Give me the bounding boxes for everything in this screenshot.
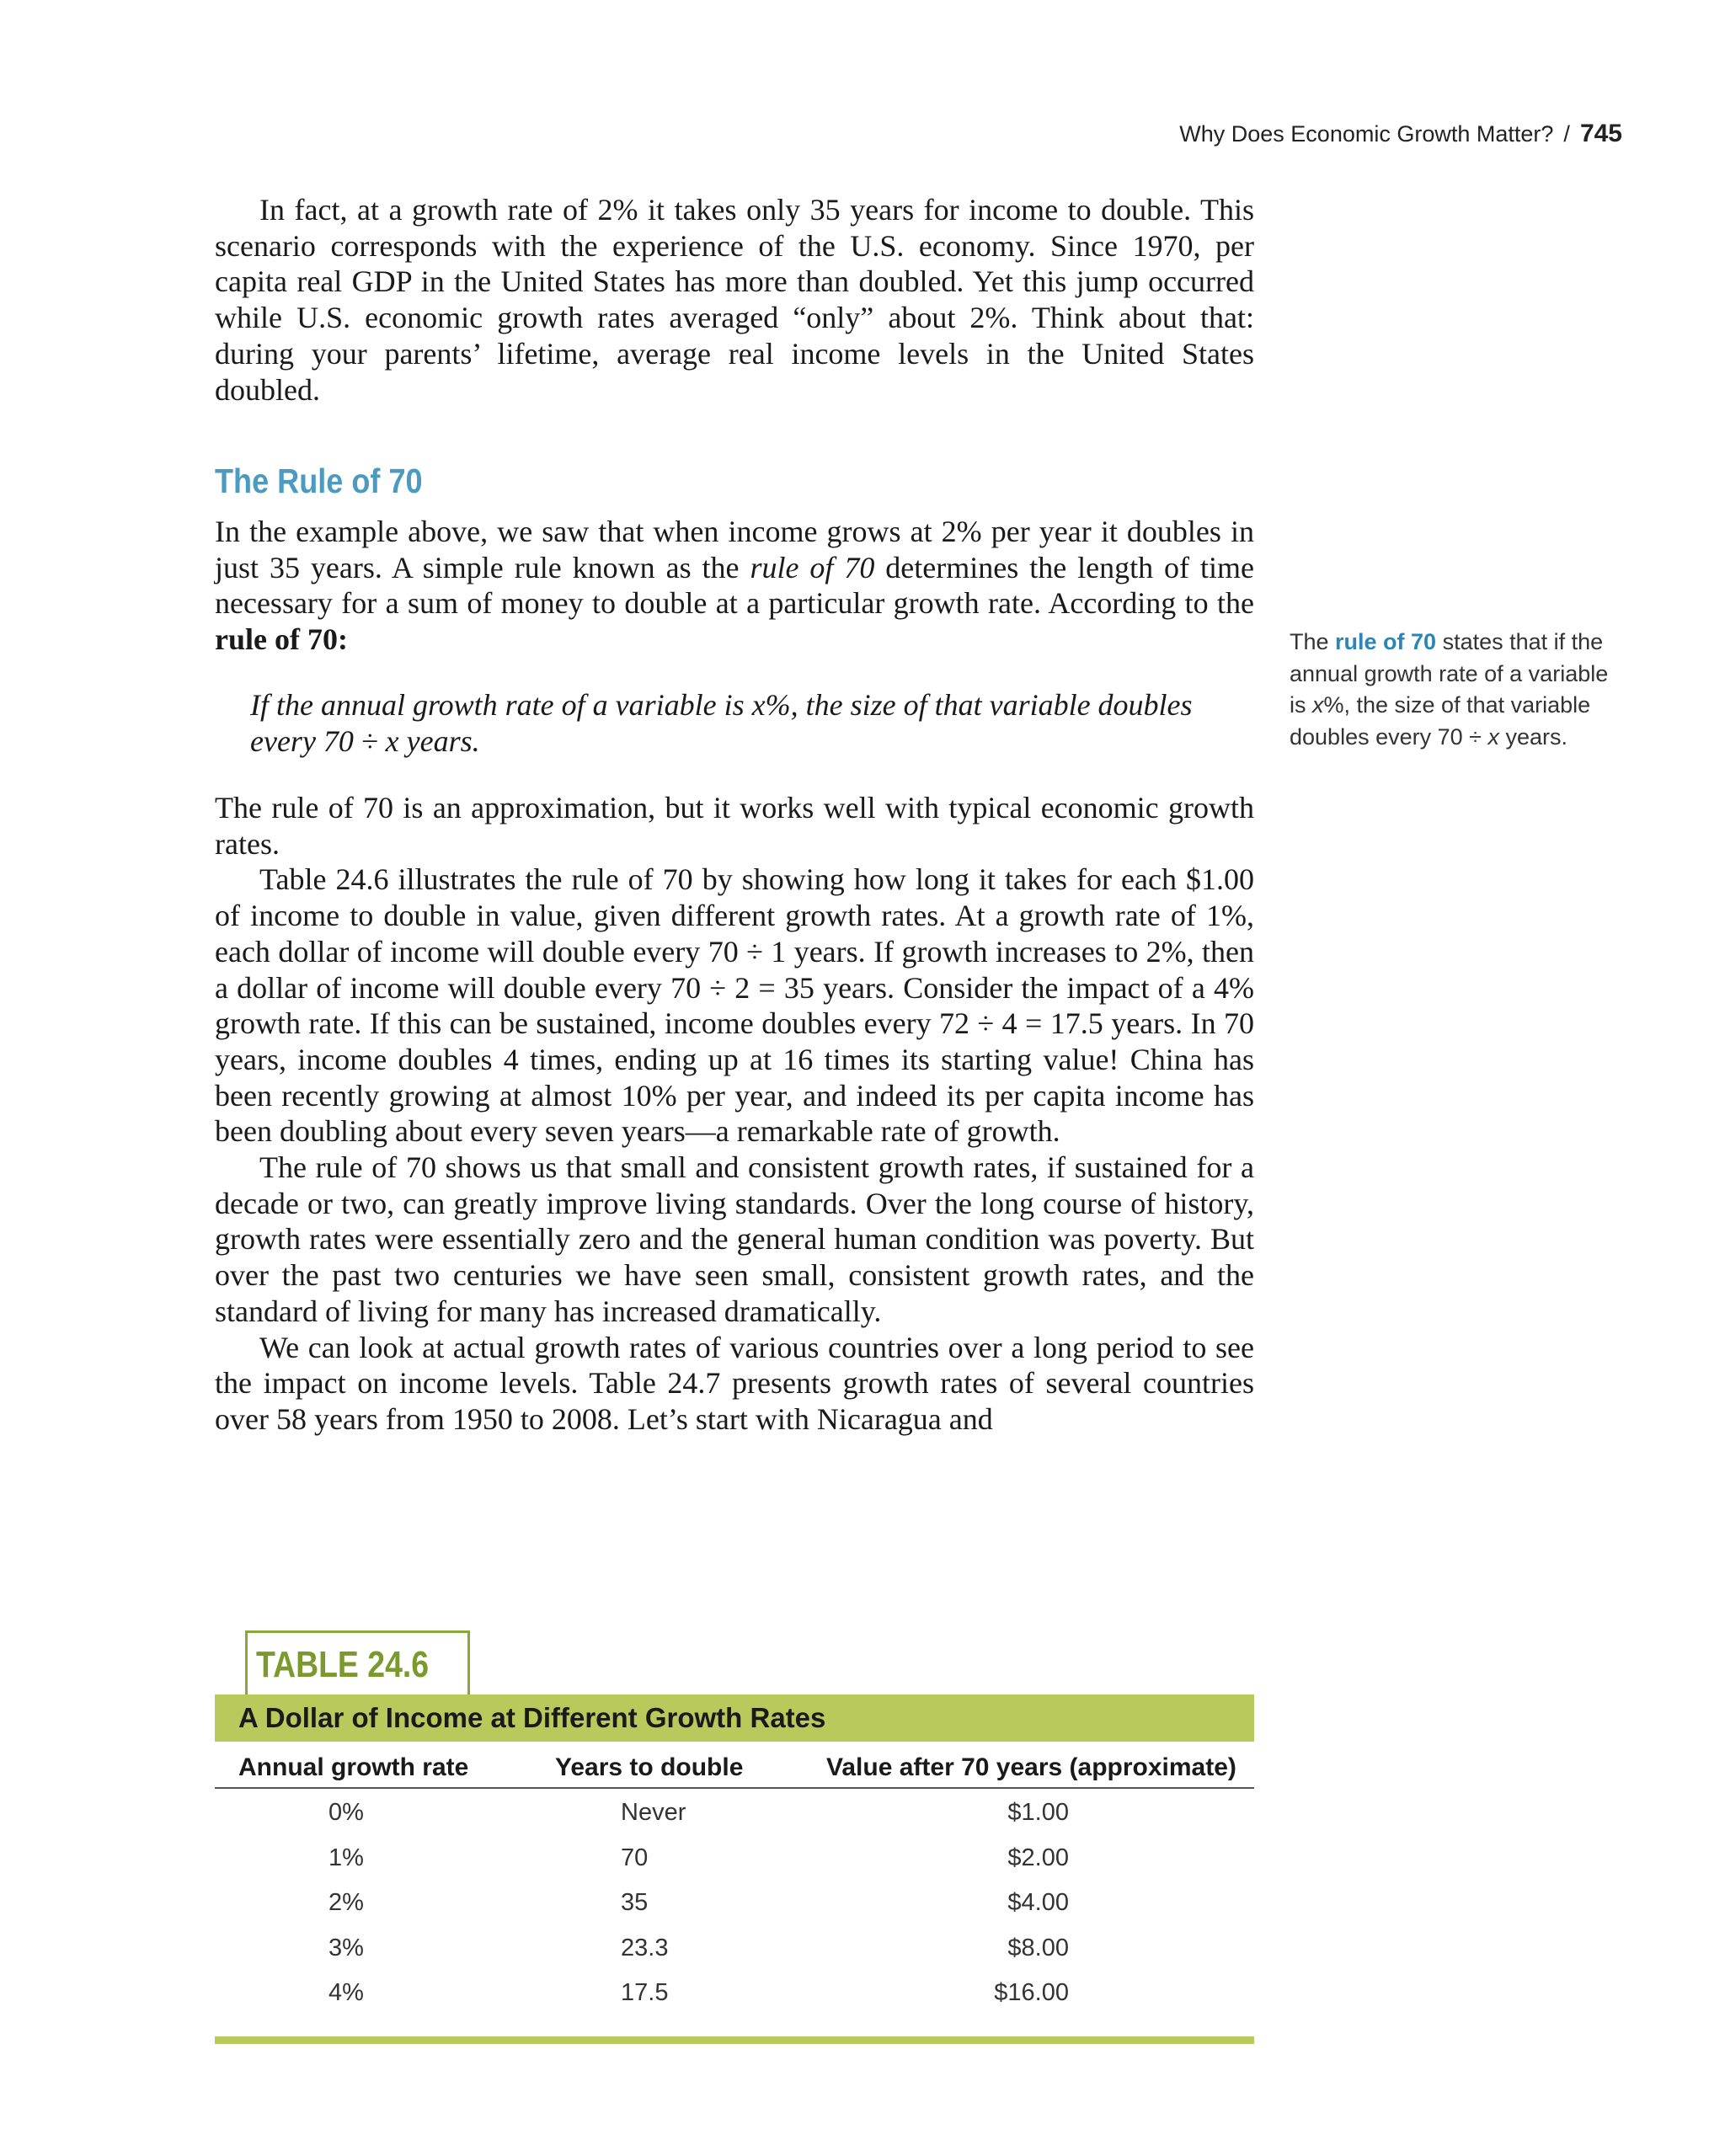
note-text: states that if the annual growth rate of a variable is bbox=[1290, 629, 1609, 718]
note-text: The bbox=[1290, 629, 1336, 654]
table-title: A Dollar of Income at Different Growth Rates bbox=[215, 1694, 1254, 1742]
cell-years: 17.5 bbox=[621, 1979, 669, 2006]
rule-statement: If the annual growth rate of a variable is x%, the size of that variable doubles every 70 ÷ x years. bbox=[250, 688, 1193, 758]
table-header-growth-rate: Annual growth rate bbox=[238, 1753, 469, 1781]
note-text: years. bbox=[1498, 723, 1567, 750]
paragraph-text bbox=[215, 514, 1254, 658]
note-text: %, the size of that variable doubles every 70 ÷ bbox=[1290, 692, 1591, 750]
bold-term: rule of 70: bbox=[215, 622, 348, 657]
cell-value: $8.00 bbox=[1007, 1934, 1069, 1961]
table-header-value: Value after 70 years (approximate) bbox=[826, 1753, 1236, 1781]
paragraph-6: We can look at actual growth rates of various countries over a long period to see the impact on income levels. Table 24.7 presents growth rates of several countries over 58 years from 1950 to 2008. Let’s start with Nicaragua and bbox=[215, 1330, 1254, 1436]
cell-years: Never bbox=[621, 1799, 686, 1826]
table-row bbox=[215, 1789, 1254, 1834]
note-term: rule of 70 bbox=[1335, 629, 1437, 654]
text-run: In the example above, we saw that when income grows at 2% per year it doubles in just 35 years. A simple rule known as the bbox=[215, 515, 1254, 584]
paragraph-5: The rule of 70 shows us that small and consistent growth rates, if sustained for a decade or two, can greatly improve living standards. Over the long course of history, growth rates were essentially zero and the general human condition was poverty. But over the past two centuries we have seen small, consistent growth rates, and the standard of living for many has increased dramatically. bbox=[215, 1150, 1254, 1328]
table-row bbox=[215, 1834, 1254, 1880]
cell-years: 23.3 bbox=[621, 1934, 669, 1961]
running-head-separator: / bbox=[1563, 121, 1570, 147]
table-bottom-rule bbox=[215, 2036, 1254, 2044]
cell-value: $4.00 bbox=[1007, 1889, 1069, 1916]
cell-years: 35 bbox=[621, 1889, 649, 1916]
note-variable: x bbox=[1487, 723, 1499, 750]
cell-growth-rate: 2% bbox=[328, 1889, 364, 1916]
table-header-row bbox=[215, 1748, 1254, 1789]
table-row bbox=[215, 1924, 1254, 1970]
cell-growth-rate: 0% bbox=[328, 1799, 364, 1826]
paragraph-3: The rule of 70 is an approximation, but it works well with typical economic growth rates. bbox=[215, 791, 1254, 861]
table-label bbox=[245, 1630, 470, 1697]
running-head-title: Why Does Economic Growth Matter? bbox=[1179, 121, 1554, 147]
cell-years: 70 bbox=[621, 1844, 649, 1871]
text-run: determines the length of time necessary for a sum of money to double at a particular growth rate. According to the bbox=[215, 550, 1254, 621]
table-row bbox=[215, 1969, 1254, 2015]
margin-definition bbox=[1290, 627, 1626, 753]
italic-term: rule of 70 bbox=[750, 550, 875, 584]
section-heading: The Rule of 70 bbox=[215, 462, 423, 500]
cell-value: $2.00 bbox=[1007, 1844, 1069, 1871]
page-number: 745 bbox=[1579, 120, 1622, 147]
paragraph-text: In fact, at a growth rate of 2% it takes only 35 years for income to double. This scenario corresponds with the experience of the U.S. economy. Since 1970, per capita real GDP in the United States has more than doubled. Yet this jump occurred while U.S. economic growth rates averaged “only” about 2%. Think about that: during your parents’ lifetime, average real income levels in the United States doubled. bbox=[215, 193, 1254, 407]
body-paragraphs bbox=[215, 790, 1254, 1438]
note-variable: x bbox=[1312, 692, 1324, 718]
body-paragraph-2 bbox=[215, 514, 1254, 658]
cell-growth-rate: 3% bbox=[328, 1934, 364, 1961]
cell-growth-rate: 1% bbox=[328, 1844, 364, 1871]
table-header-years: Years to double bbox=[555, 1753, 744, 1781]
body-paragraph-1 bbox=[215, 192, 1254, 408]
cell-growth-rate: 4% bbox=[328, 1979, 364, 2006]
table-label-text: TABLE 24.6 bbox=[256, 1644, 430, 1685]
table-body bbox=[215, 1789, 1254, 2015]
paragraph-4: Table 24.6 illustrates the rule of 70 by showing how long it takes for each $1.00 of income to double in value, given different growth rates. At a growth rate of 1%, each dollar of income will double every 70 ÷ 1 years. If growth increases to 2%, then a dollar of income will double every 70 ÷ 2 = 35 years. Consider the impact of a 4% growth rate. If this can be sustained, income doubles every 72 ÷ 4 = 17.5 years. In 70 years, income doubles 4 times, ending up at 16 times its starting value! China has been recently growing at almost 10% per year, and indeed its per capita income has been doubling about every seven years—a remarkable rate of growth. bbox=[215, 862, 1254, 1149]
cell-value: $1.00 bbox=[1007, 1799, 1069, 1826]
running-head bbox=[1179, 120, 1622, 148]
table-row bbox=[215, 1879, 1254, 1924]
cell-value: $16.00 bbox=[994, 1979, 1069, 2006]
